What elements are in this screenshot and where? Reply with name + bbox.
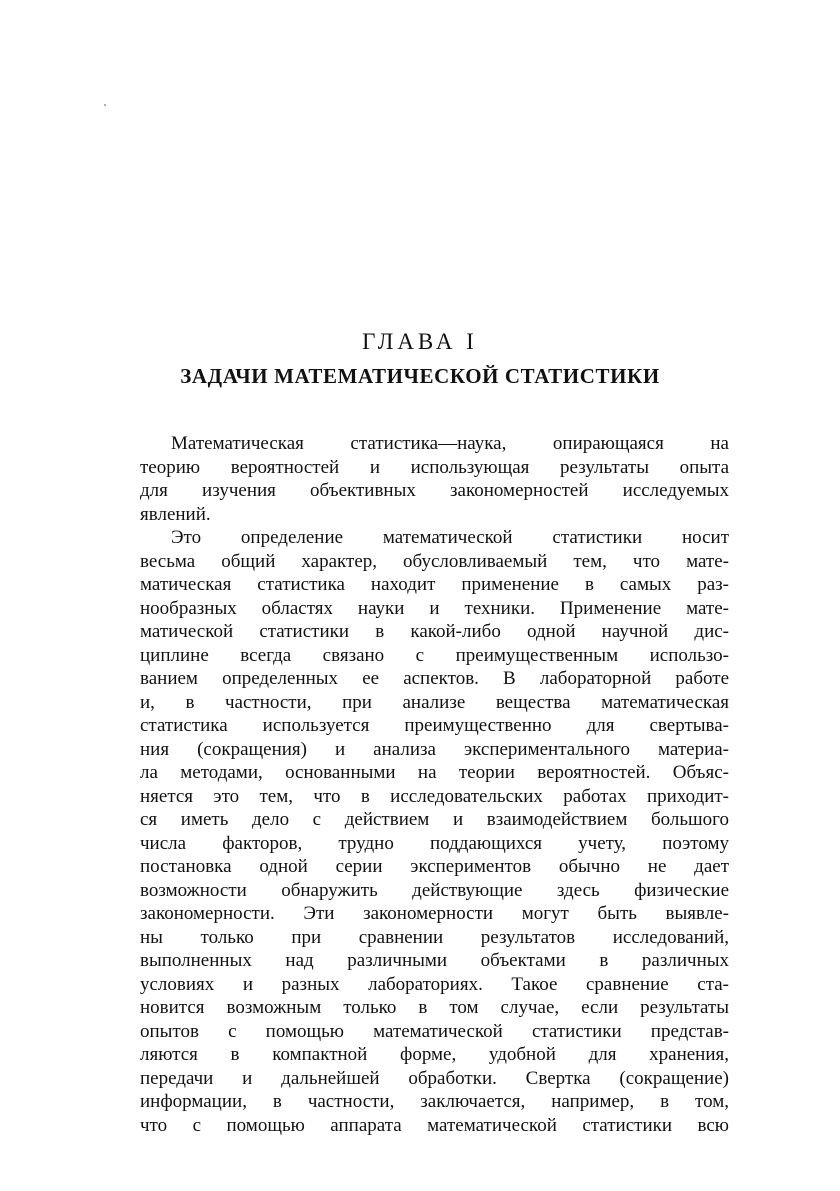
text-line: ла методами, основанными на теории вероятностей. Объяс-	[140, 762, 729, 783]
text-line: ванием определенных ее аспектов. В лабораторной работе	[140, 668, 729, 689]
chapter-title: ЗАДАЧИ МАТЕМАТИЧЕСКОЙ СТАТИСТИКИ	[180, 364, 660, 388]
text-line: новится возможным только в том случае, если результаты	[140, 997, 729, 1018]
text-line: матической статистики в какой-либо одной научной дис-	[140, 621, 729, 642]
paragraph	[140, 526, 729, 1137]
text-line: выполненных над различными объектами в различных	[140, 950, 729, 971]
text-line: явлений.	[140, 503, 211, 525]
text-line: и, в частности, при анализе вещества математическая	[140, 691, 729, 713]
text-line: информации, в частности, заключается, например, в том,	[140, 1091, 729, 1112]
text-line: ния (сокращения) и анализа экспериментального материа-	[140, 738, 729, 760]
text-line: ны только при сравнении результатов исследований,	[140, 926, 729, 948]
text-line: нообразных областях науки и техники. Применение мате-	[140, 597, 729, 619]
scan-speck	[104, 104, 106, 106]
body-text	[140, 432, 729, 1137]
text-line: условиях и разных лабораториях. Такое сравнение ста-	[140, 973, 729, 995]
text-line: циплине всегда связано с преимущественным использо-	[140, 644, 729, 666]
text-line: постановка одной серии экспериментов обычно не дает	[140, 856, 729, 877]
text-line: возможности обнаружить действующие здесь физические	[140, 879, 729, 901]
text-line: ся иметь дело с действием и взаимодействием большого	[140, 809, 729, 830]
text-line: передачи и дальнейшей обработки. Свертка (сокращение)	[140, 1067, 729, 1089]
text-line: Это определение математической статистики носит	[171, 527, 729, 548]
text-line: матическая статистика находит применение в самых раз-	[140, 574, 729, 595]
text-line: для изучения объективных закономерностей исследуемых	[140, 480, 729, 501]
text-line: няется это тем, что в исследовательских работах приходит-	[140, 785, 729, 807]
text-line: опытов с помощью математической статистики представ-	[140, 1020, 729, 1042]
text-line: статистика используется преимущественно для свертыва-	[140, 715, 729, 736]
text-line: Математическая статистика—наука, опирающаяся на	[171, 433, 729, 454]
text-line: числа факторов, трудно поддающихся учету, поэтому	[140, 832, 729, 854]
text-line: закономерности. Эти закономерности могут быть выявле-	[140, 903, 729, 924]
text-line: что с помощью аппарата математической статистики всю	[140, 1114, 729, 1136]
text-line: весьма общий характер, обусловливаемый тем, что мате-	[140, 550, 729, 572]
paragraph	[140, 432, 729, 526]
text-line: теорию вероятностей и использующая результаты опыта	[140, 456, 729, 478]
text-line: ляются в компактной форме, удобной для хранения,	[140, 1044, 729, 1065]
chapter-label: ГЛАВА I	[362, 329, 478, 354]
